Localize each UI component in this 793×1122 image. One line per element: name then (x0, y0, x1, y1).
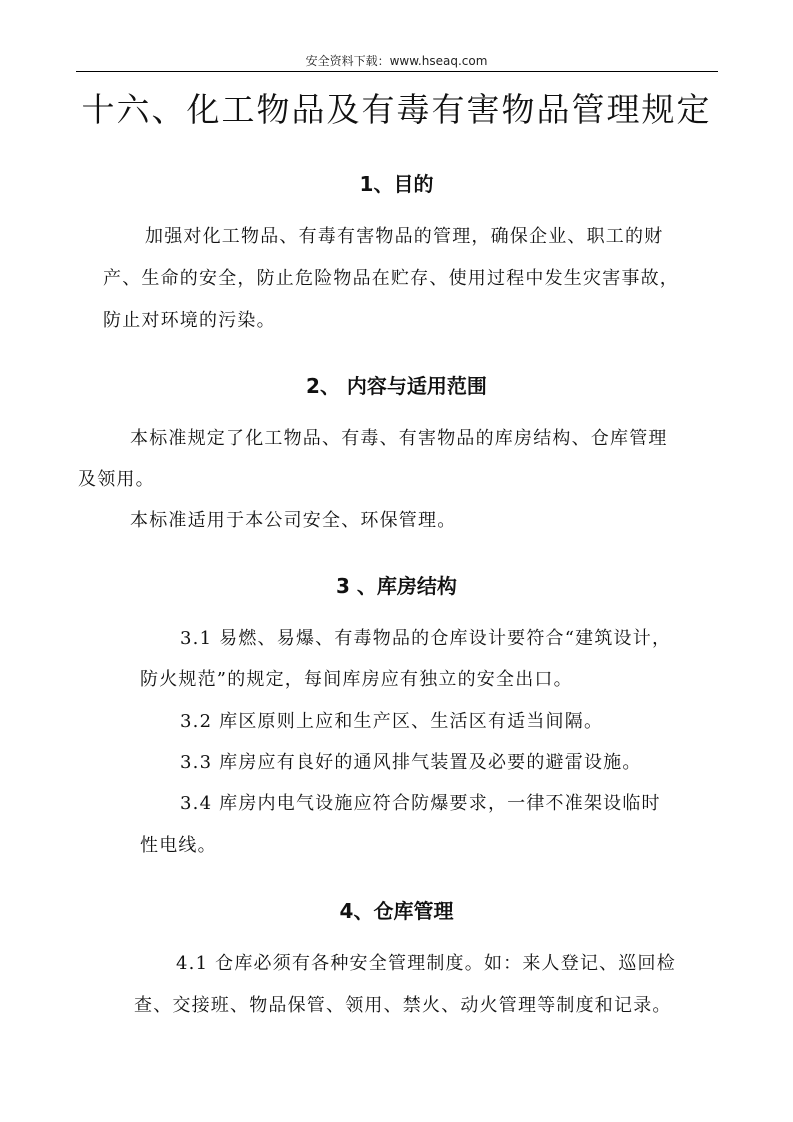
paragraph-line: 3.3 库房应有良好的通风排气装置及必要的避雷设施。 (180, 752, 642, 773)
page-header: 安全资料下载：www.hseaq.com (305, 54, 488, 68)
section-heading-warehouse-management: 4、仓库管理 (339, 899, 454, 923)
paragraph-line: 防火规范”的规定，每间库房应有独立的安全出口。 (140, 669, 573, 690)
paragraph-line: 产、生命的安全，防止危险物品在贮存、使用过程中发生灾害事故， (103, 268, 679, 289)
section-heading-warehouse-structure: 3 、库房结构 (336, 574, 457, 598)
paragraph-line: 性电线。 (140, 835, 217, 856)
section-heading-purpose: 1、目的 (359, 172, 434, 196)
paragraph-line: 本标准适用于本公司安全、环保管理。 (130, 510, 457, 531)
section-heading-scope: 2、 内容与适用范围 (306, 374, 487, 398)
header-divider (76, 71, 718, 72)
paragraph-line: 3.4 库房内电气设施应符合防爆要求，一律不准架设临时 (180, 793, 661, 814)
paragraph-line: 加强对化工物品、有毒有害物品的管理，确保企业、职工的财 (145, 226, 664, 247)
paragraph-line: 防止对环境的污染。 (103, 310, 276, 331)
paragraph-line: 4.1 仓库必须有各种安全管理制度。如：来人登记、巡回检 (176, 953, 676, 974)
paragraph-line: 查、交接班、物品保管、领用、禁火、动火管理等制度和记录。 (134, 995, 672, 1016)
paragraph-line: 3.1 易燃、易爆、有毒物品的仓库设计要符合“建筑设计， (180, 628, 672, 649)
document-title: 十六、化工物品及有毒有害物品管理规定 (81, 90, 712, 129)
paragraph-line: 3.2 库区原则上应和生产区、生活区有适当间隔。 (180, 711, 604, 732)
paragraph-line: 及领用。 (78, 469, 155, 490)
paragraph-line: 本标准规定了化工物品、有毒、有害物品的库房结构、仓库管理 (130, 428, 668, 449)
